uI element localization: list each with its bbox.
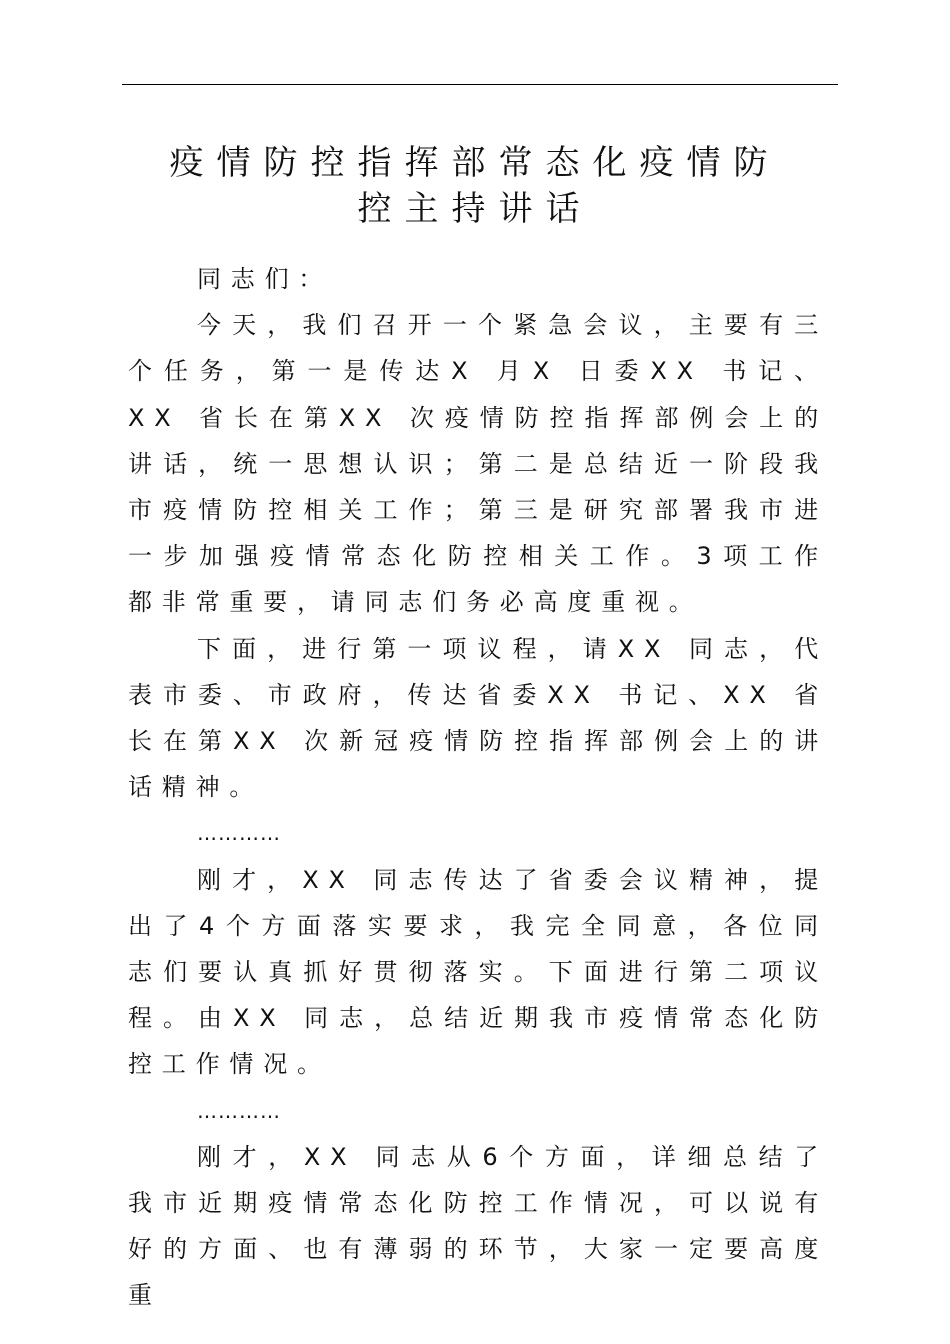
title-line-2: 控主持讲话 — [357, 189, 593, 229]
title-line-1: 疫情防控指挥部常态化疫情防 — [169, 143, 781, 183]
paragraph-intro: 今天，我们召开一个紧急会议，主要有三个任务，第一是传达X 月X 日委XX 书记、XX 省长在第XX 次疫情防控指挥部例会上的讲话，统一思想认识；第二是总结近一阶段我市疫情防控相关工作；第三是研究部署我市进一步加强疫情常态化防控相关工作。3项工作都非常重要，请同志们务必高度重视。 — [128, 311, 828, 617]
header-rule — [122, 84, 838, 85]
paragraph-agenda-1: 下面，进行第一项议程，请XX 同志，代表市委、市政府，传达省委XX 书记、XX 省长在第XX 次新冠疫情防控指挥部例会上的讲话精神。 — [128, 634, 828, 802]
salutation: 同志们： — [197, 265, 333, 293]
document-title — [120, 140, 830, 232]
paragraph-summary: 刚才，XX 同志从6个方面，详细总结了我市近期疫情常态化防控工作情况，可以说有好的方面、也有薄弱的环节，大家一定要高度重 — [128, 1142, 828, 1310]
paragraph-agenda-2: 刚才，XX 同志传达了省委会议精神，提出了4个方面落实要求，我完全同意，各位同志们要认真抓好贯彻落实。下面进行第二项议程。由XX 同志，总结近期我市疫情常态化防控工作情况。 — [128, 865, 828, 1079]
ellipsis-separator: ………… — [197, 1098, 281, 1123]
ellipsis-separator: ………… — [197, 821, 281, 846]
document-body — [128, 256, 828, 1319]
